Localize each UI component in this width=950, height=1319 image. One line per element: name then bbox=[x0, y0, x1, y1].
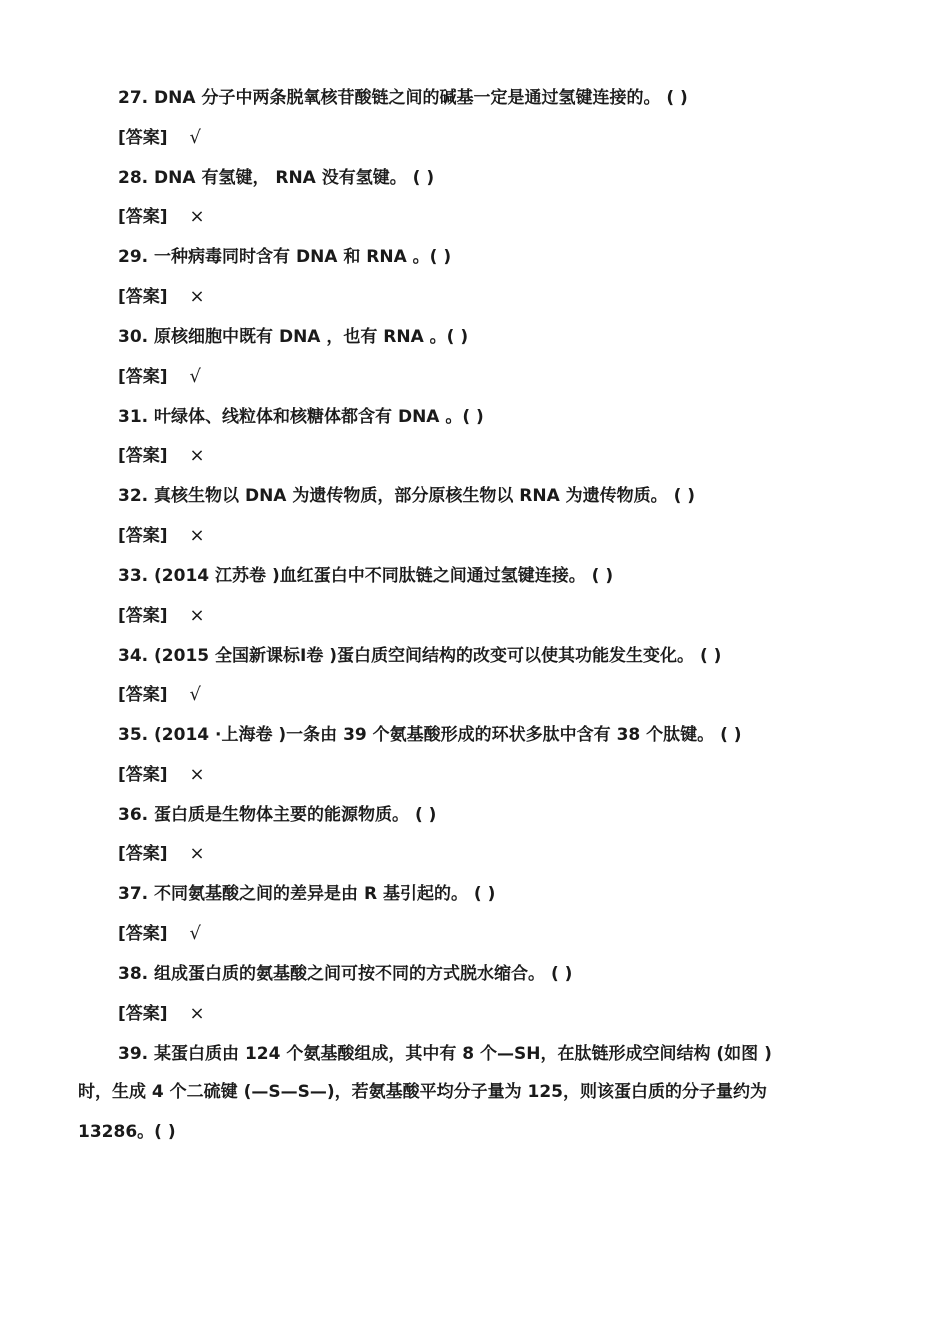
answer-34 bbox=[118, 681, 201, 709]
question-38: 38. 组成蛋白质的氨基酸之间可按不同的方式脱水缩合。 ( ) bbox=[118, 964, 573, 984]
answer-mark: √ bbox=[189, 684, 202, 705]
answer-mark: × bbox=[189, 206, 205, 227]
answer-31 bbox=[118, 442, 205, 470]
answer-mark: × bbox=[189, 764, 205, 785]
answer-28 bbox=[118, 203, 205, 231]
answer-label: [答案] bbox=[118, 1004, 168, 1024]
answer-label: [答案] bbox=[118, 446, 168, 466]
answer-label: [答案] bbox=[118, 287, 168, 307]
answer-label: [答案] bbox=[118, 128, 168, 148]
answer-label: [答案] bbox=[118, 924, 168, 944]
question-39-line-2: 时，生成 4 个二硫键 (—S—S—)，若氨基酸平均分子量为 125，则该蛋白质的分子量约为 bbox=[78, 1082, 768, 1102]
answer-mark: √ bbox=[189, 366, 202, 387]
answer-32 bbox=[118, 522, 205, 550]
question-32: 32. 真核生物以 DNA 为遗传物质，部分原核生物以 RNA 为遗传物质。 ( ) bbox=[118, 486, 696, 506]
answer-mark: √ bbox=[189, 923, 202, 944]
question-28: 28. DNA 有氢键， RNA 没有氢键。 ( ) bbox=[118, 168, 435, 188]
answer-mark: × bbox=[189, 445, 205, 466]
question-39-line-1: 39. 某蛋白质由 124 个氨基酸组成，其中有 8 个—SH，在肽链形成空间结构 (如图 ) bbox=[118, 1044, 772, 1064]
answer-label: [答案] bbox=[118, 526, 168, 546]
answer-mark: × bbox=[189, 1003, 205, 1024]
answer-mark: × bbox=[189, 286, 205, 307]
answer-30 bbox=[118, 363, 201, 391]
question-31: 31. 叶绿体、线粒体和核糖体都含有 DNA 。( ) bbox=[118, 407, 484, 427]
answer-38 bbox=[118, 1000, 205, 1028]
answer-33 bbox=[118, 602, 205, 630]
answer-label: [答案] bbox=[118, 844, 168, 864]
answer-label: [答案] bbox=[118, 367, 168, 387]
answer-mark: × bbox=[189, 843, 205, 864]
answer-mark: × bbox=[189, 605, 205, 626]
answer-label: [答案] bbox=[118, 207, 168, 227]
question-34: 34. (2015 全国新课标Ⅰ卷 )蛋白质空间结构的改变可以使其功能发生变化。 ( ) bbox=[118, 646, 722, 666]
answer-label: [答案] bbox=[118, 685, 168, 705]
answer-37 bbox=[118, 920, 201, 948]
answer-mark: × bbox=[189, 525, 205, 546]
answer-27 bbox=[118, 124, 201, 152]
question-27: 27. DNA 分子中两条脱氧核苷酸链之间的碱基一定是通过氢键连接的。 ( ) bbox=[118, 88, 688, 108]
question-36: 36. 蛋白质是生物体主要的能源物质。 ( ) bbox=[118, 805, 437, 825]
answer-36 bbox=[118, 840, 205, 868]
answer-label: [答案] bbox=[118, 765, 168, 785]
answer-mark: √ bbox=[189, 127, 202, 148]
question-29: 29. 一种病毒同时含有 DNA 和 RNA 。( ) bbox=[118, 247, 452, 267]
question-30: 30. 原核细胞中既有 DNA ，也有 RNA 。( ) bbox=[118, 327, 469, 347]
question-35: 35. (2014 ·上海卷 )一条由 39 个氨基酸形成的环状多肽中含有 38 个肽键。 ( ) bbox=[118, 725, 742, 745]
question-37: 37. 不同氨基酸之间的差异是由 R 基引起的。 ( ) bbox=[118, 884, 496, 904]
answer-35 bbox=[118, 761, 205, 789]
answer-29 bbox=[118, 283, 205, 311]
question-33: 33. (2014 江苏卷 )血红蛋白中不同肽链之间通过氢键连接。 ( ) bbox=[118, 566, 614, 586]
answer-label: [答案] bbox=[118, 606, 168, 626]
question-39-line-3: 13286。( ) bbox=[78, 1122, 176, 1142]
